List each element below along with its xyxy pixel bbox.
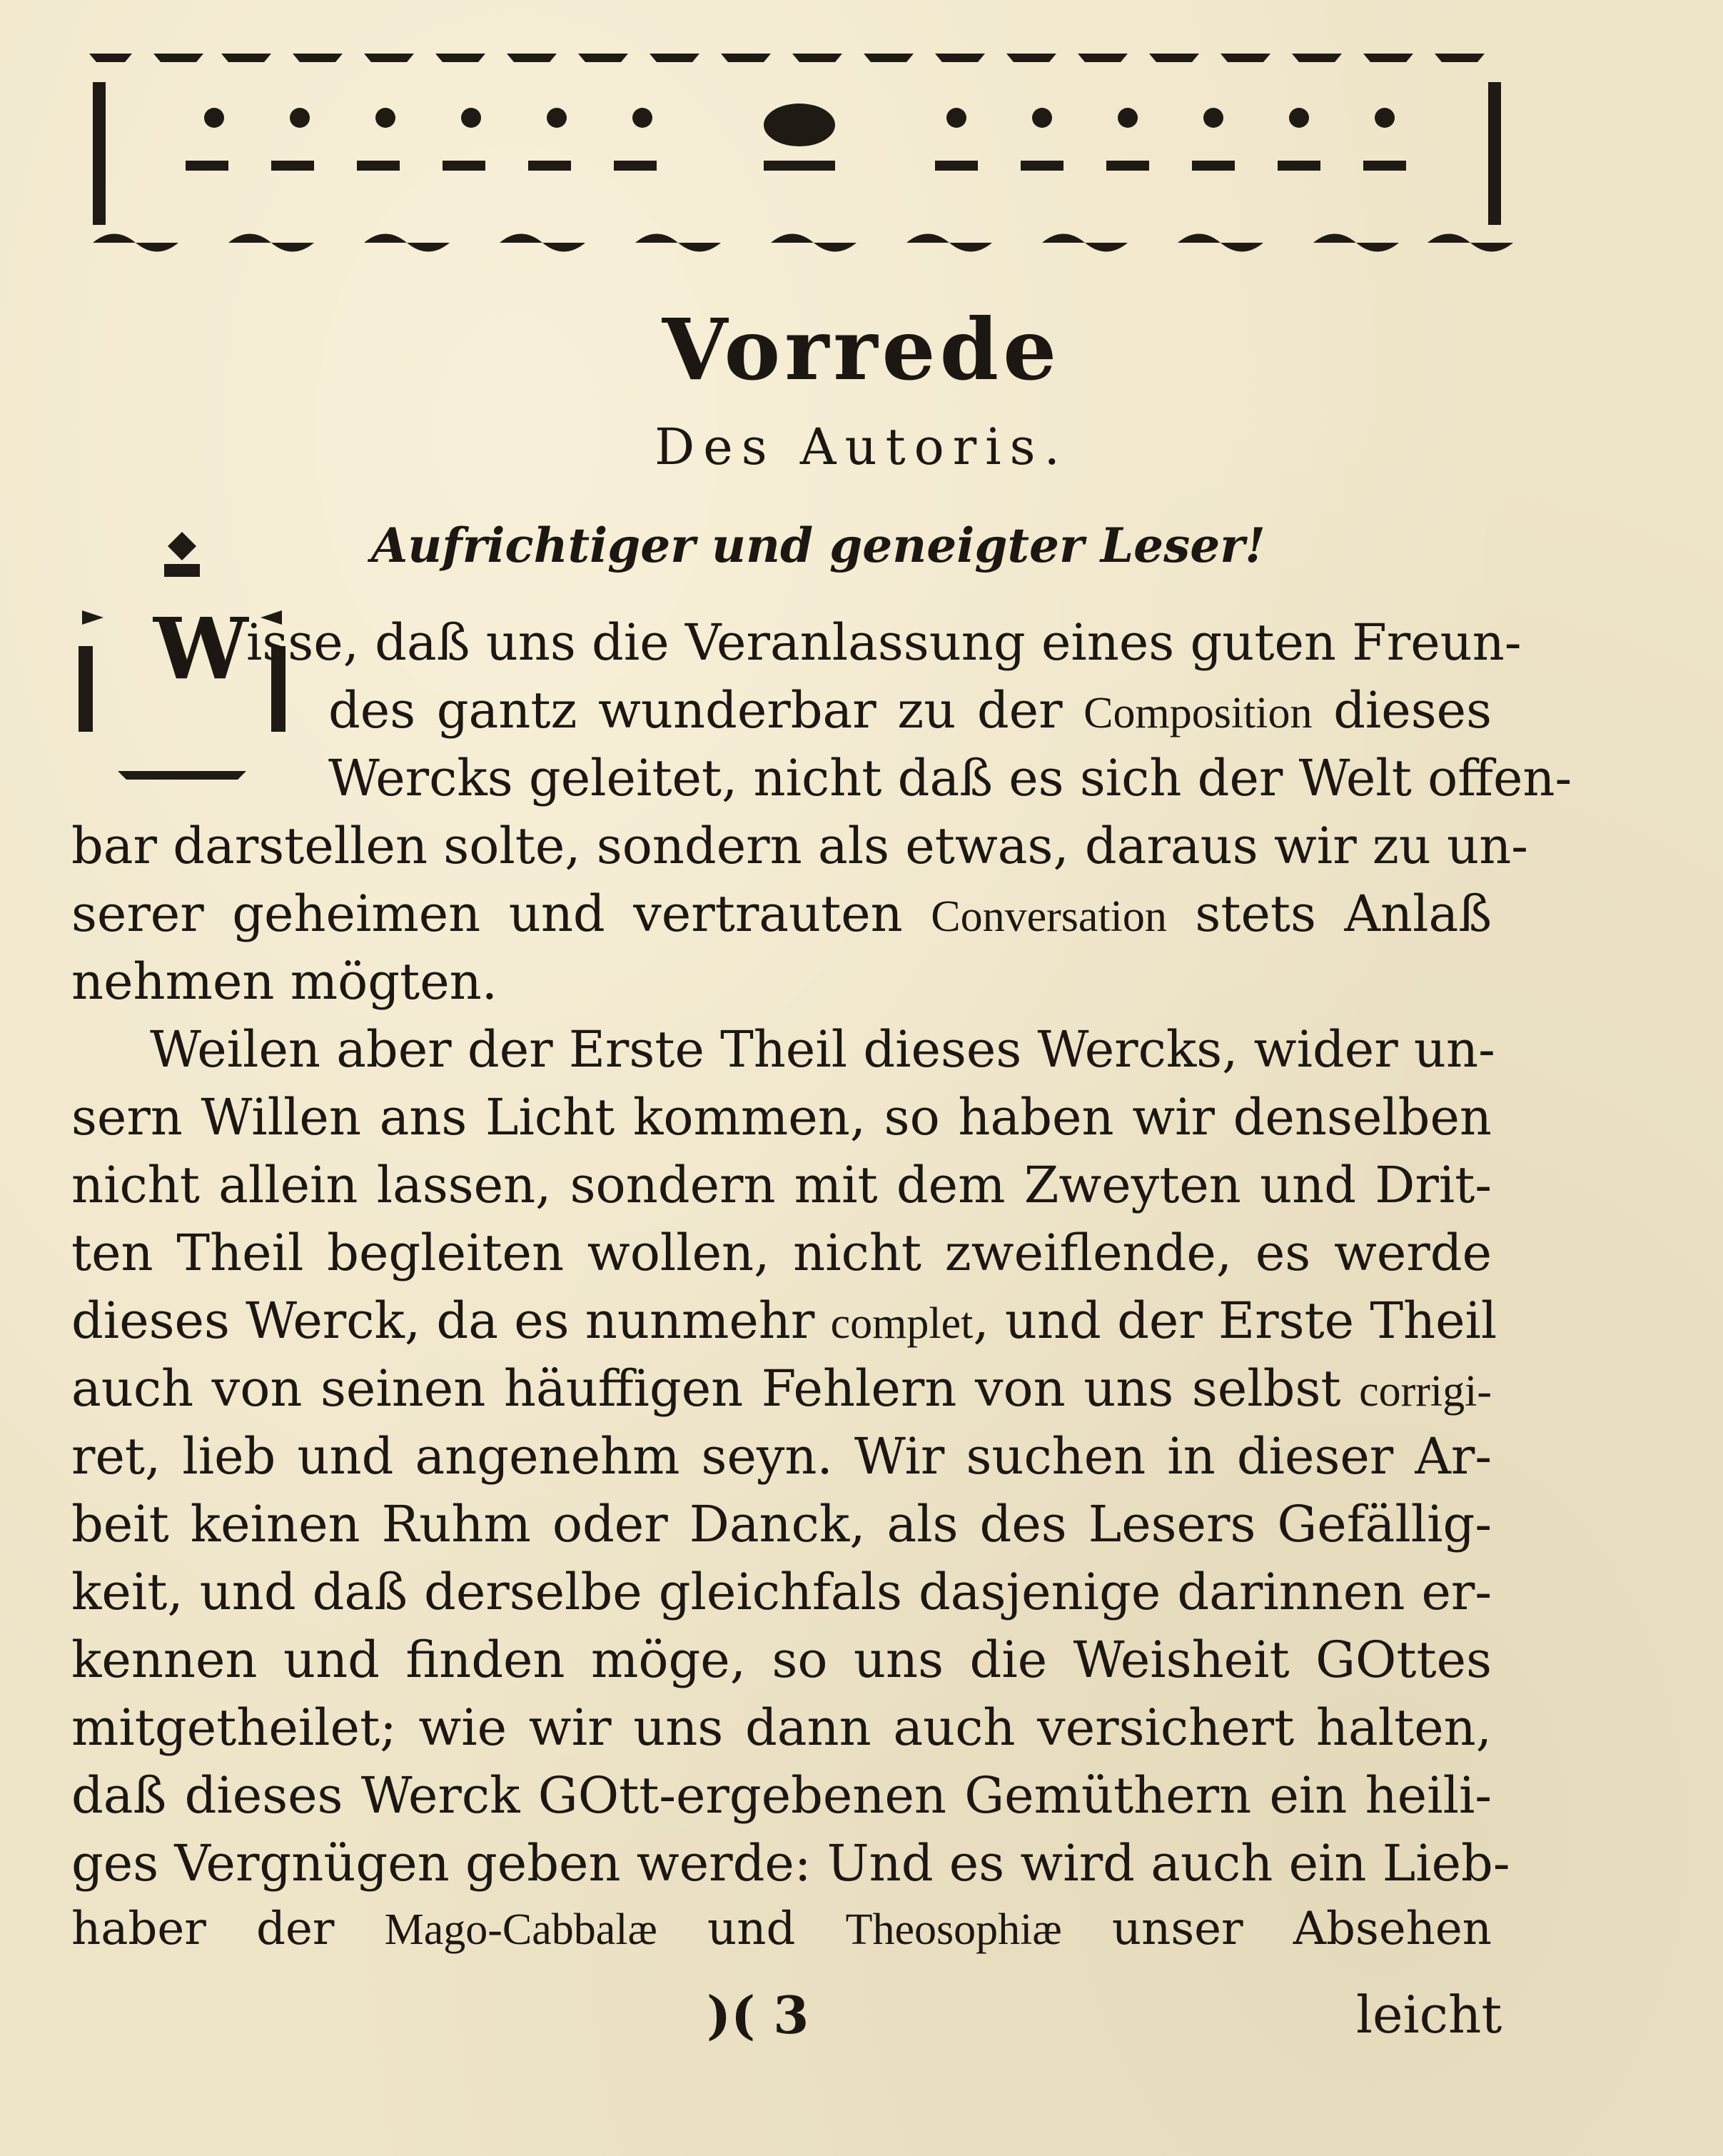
- text-line: beit keinen Ruhm oder Danck, als des Lesers Gefällig-: [71, 1495, 1492, 1553]
- page-subtitle: Des Autoris.: [655, 418, 1068, 476]
- text-line-part: stets Anlaß: [1166, 885, 1492, 943]
- ornament-side-columns: [93, 82, 1501, 225]
- text-line: Weilen aber der Erste Theil dieses Wercks, wider un-: [150, 1020, 1495, 1079]
- text-line: ret, lieb und angenehm seyn. Wir suchen in dieser Ar-: [71, 1427, 1492, 1486]
- latin-term: Mago-Cabbalæ: [384, 1905, 657, 1954]
- text-line-part: unser Absehen: [1061, 1903, 1492, 1955]
- ornament-middle-rows: [186, 104, 1406, 171]
- text-line-part: des gantz wunderbar zu der: [328, 681, 1084, 740]
- latin-term: Conversation: [931, 892, 1167, 941]
- text-line: kennen und finden möge, so uns die Weisheit GOttes: [71, 1631, 1492, 1689]
- text-line-part: dieses Werck, da es nunmehr: [71, 1291, 831, 1350]
- dropcap-letter: W: [153, 599, 248, 698]
- text-line: nehmen mögten.: [71, 952, 497, 1011]
- catchword: leicht: [1356, 1985, 1502, 2045]
- text-line: keit, und daß derselbe gleichfals dasjenige darinnen er-: [71, 1563, 1492, 1621]
- text-line: daß dieses Werck GOtt-ergebenen Gemüthern ein heili-: [71, 1766, 1492, 1825]
- text-line: sern Willen ans Licht kommen, so haben wir denselben: [71, 1088, 1492, 1147]
- text-line: bar darstellen solte, sondern als etwas, daraus wir zu un-: [71, 817, 1528, 875]
- text-line: ten Theil begleiten wollen, nicht zweiflende, es werde: [71, 1224, 1492, 1282]
- latin-term: Composition: [1083, 689, 1313, 737]
- text-line: [71, 1291, 1497, 1350]
- page-title: Vorrede: [662, 300, 1061, 399]
- text-line: [71, 1359, 1492, 1418]
- salutation: Aufrichtiger und geneigter Leser!: [371, 518, 1266, 573]
- latin-term: complet: [830, 1299, 974, 1348]
- signature-mark: )( 3: [707, 1985, 809, 2045]
- text-line-part: und: [657, 1903, 846, 1955]
- header-ornament: [86, 39, 1513, 275]
- text-line: nicht allein lassen, sondern mit dem Zweyten und Drit-: [71, 1156, 1492, 1214]
- latin-term: corrigi-: [1359, 1367, 1492, 1416]
- text-line-part: dieses: [1312, 681, 1492, 740]
- text-line: ges Vergnügen geben werde: Und es wird auch ein Lieb-: [71, 1834, 1510, 1893]
- text-line: [71, 885, 1492, 943]
- text-line: mitgetheilet; wie wir uns dann auch versichert halten,: [71, 1698, 1492, 1757]
- text-line-part: haber der: [71, 1903, 385, 1955]
- text-line-part: auch von seinen häuffigen Fehlern von uns selbst: [71, 1359, 1360, 1418]
- text-line: [71, 1903, 1492, 1955]
- text-line: isse, daß uns die Veranlassung eines guten Freun-: [246, 613, 1522, 672]
- latin-term: Theosophiæ: [845, 1905, 1062, 1954]
- ornament-top-row: [89, 54, 1485, 62]
- text-line: [328, 681, 1492, 740]
- ornament-bottom-row: [93, 234, 1513, 252]
- text-line: Wercks geleitet, nicht daß es sich der Welt offen-: [328, 749, 1572, 807]
- text-line-part: , und der Erste Theil: [973, 1291, 1497, 1350]
- text-line-part: serer geheimen und vertrauten: [71, 885, 931, 943]
